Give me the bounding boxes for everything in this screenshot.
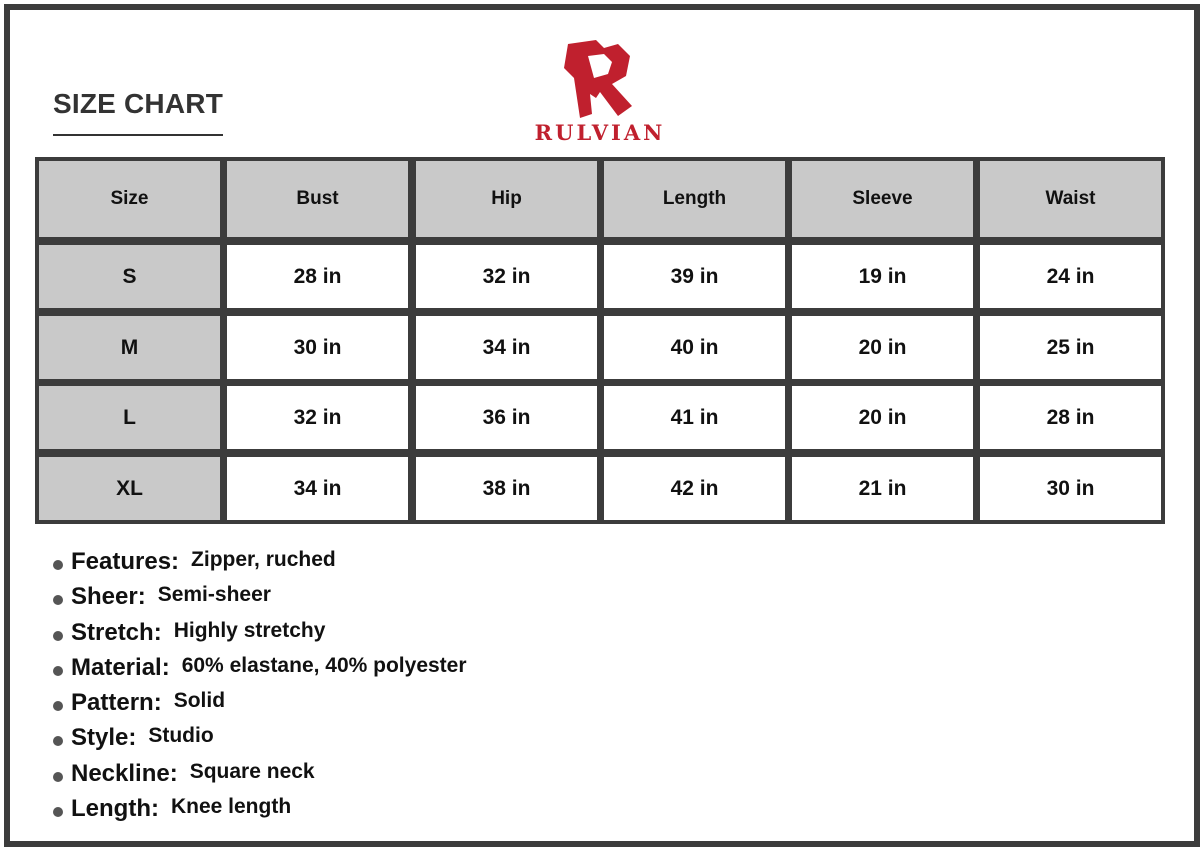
feature-label: Length: — [71, 795, 159, 823]
feature-item — [50, 654, 467, 689]
feature-item — [50, 619, 467, 654]
feature-value: 60% elastane, 40% polyester — [181, 653, 467, 677]
feature-label: Pattern: — [71, 689, 162, 717]
measurement-cell-sleeve: 20 in — [792, 316, 973, 379]
bullet-icon — [53, 560, 63, 570]
feature-item — [50, 689, 467, 724]
feature-item — [50, 795, 467, 830]
measurement-cell-bust: 28 in — [227, 245, 408, 308]
title-underline — [53, 134, 223, 136]
measurement-cell-hip: 36 in — [416, 386, 597, 449]
measurement-cell-length: 41 in — [604, 386, 785, 449]
measurement-cell-bust: 30 in — [227, 316, 408, 379]
measurement-cell-hip: 38 in — [416, 457, 597, 520]
feature-value: Semi-sheer — [157, 583, 271, 607]
measurement-cell-sleeve: 20 in — [792, 386, 973, 449]
feature-value: Solid — [173, 689, 226, 713]
column-header-hip: Hip — [416, 161, 597, 237]
column-header-size: Size — [39, 161, 220, 237]
feature-list — [50, 548, 467, 830]
feature-item — [50, 760, 467, 795]
feature-value: Highly stretchy — [173, 618, 326, 642]
column-header-waist: Waist — [980, 161, 1161, 237]
bullet-icon — [53, 736, 63, 746]
bullet-icon — [53, 595, 63, 605]
brand-logo — [525, 38, 675, 148]
measurement-cell-hip: 32 in — [416, 245, 597, 308]
page-title: SIZE CHART — [53, 88, 223, 119]
feature-label: Material: — [71, 653, 170, 681]
feature-label: Features: — [71, 548, 180, 575]
size-label-cell: M — [39, 316, 220, 379]
feature-label: Stretch: — [71, 618, 162, 646]
size-label-cell: L — [39, 386, 220, 449]
brand-name: RULVIAN — [534, 120, 666, 145]
measurement-cell-waist: 30 in — [980, 457, 1161, 520]
feature-value: Studio — [148, 724, 214, 748]
measurement-cell-length: 40 in — [604, 316, 785, 379]
column-header-sleeve: Sleeve — [792, 161, 973, 237]
feature-item — [50, 548, 467, 583]
measurement-cell-sleeve: 21 in — [792, 457, 973, 520]
measurement-cell-hip: 34 in — [416, 316, 597, 379]
size-label-cell: XL — [39, 457, 220, 520]
feature-value: Knee length — [170, 795, 292, 819]
bullet-icon — [53, 631, 63, 641]
stylized-r-logo-icon — [560, 38, 640, 118]
size-label-cell: S — [39, 245, 220, 308]
feature-label: Sheer: — [71, 583, 146, 611]
feature-item — [50, 583, 467, 618]
size-table — [35, 157, 1165, 524]
bullet-icon — [53, 772, 63, 782]
bullet-icon — [53, 807, 63, 817]
measurement-cell-waist: 25 in — [980, 316, 1161, 379]
column-header-length: Length — [604, 161, 785, 237]
feature-value: Square neck — [189, 759, 315, 783]
feature-label: Style: — [71, 724, 137, 752]
measurement-cell-sleeve: 19 in — [792, 245, 973, 308]
measurement-cell-bust: 34 in — [227, 457, 408, 520]
feature-label: Neckline: — [71, 759, 178, 787]
measurement-cell-length: 42 in — [604, 457, 785, 520]
measurement-cell-waist: 24 in — [980, 245, 1161, 308]
measurement-cell-waist: 28 in — [980, 386, 1161, 449]
measurement-cell-length: 39 in — [604, 245, 785, 308]
feature-item — [50, 724, 467, 759]
measurement-cell-bust: 32 in — [227, 386, 408, 449]
bullet-icon — [53, 701, 63, 711]
column-header-bust: Bust — [227, 161, 408, 237]
bullet-icon — [53, 666, 63, 676]
feature-value: Zipper, ruched — [191, 548, 336, 571]
